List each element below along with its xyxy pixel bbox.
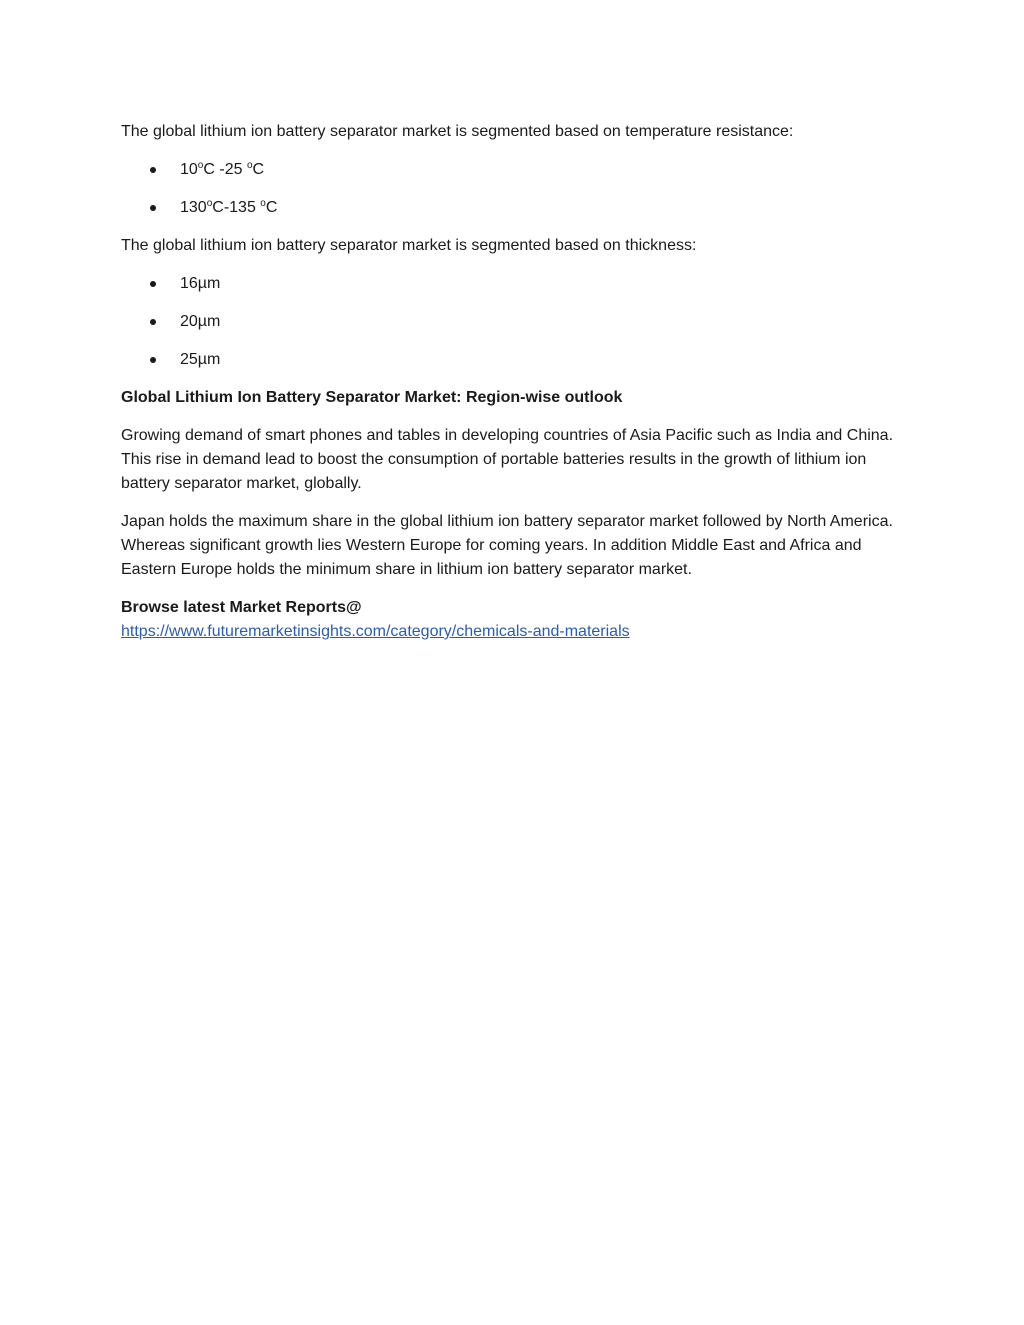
list-item: 25µm: [121, 348, 911, 372]
degree-symbol: o: [197, 160, 204, 171]
region-paragraph-1: Growing demand of smart phones and tables in developing countries of Asia Pacific such as India and China. This rise in demand lead to boost the consumption of portable batteries results in the growth of lithium ion battery separator market, globally.: [121, 427, 894, 492]
degree-symbol: o: [260, 198, 266, 209]
browse-section: [121, 596, 911, 644]
document-page: [121, 120, 911, 644]
degree-symbol: o: [206, 198, 213, 209]
bullet-icon: [150, 205, 156, 211]
region-heading: Global Lithium Ion Battery Separator Market: Region-wise outlook: [121, 389, 623, 406]
browse-label: Browse latest Market Reports@: [121, 599, 362, 616]
thickness-intro: The global lithium ion battery separator market is segmented based on thickness:: [121, 237, 697, 254]
bullet-icon: [150, 167, 156, 173]
thickness-list: [121, 272, 911, 372]
temperature-intro: The global lithium ion battery separator market is segmented based on temperature resistance:: [121, 123, 794, 140]
region-paragraph-2: Japan holds the maximum share in the global lithium ion battery separator market followed by North America. Whereas significant growth lies Western Europe for coming years. In addition Middle East and Africa and Eastern Europe holds the minimum share in lithium ion battery separator market.: [121, 513, 893, 578]
temperature-list: [121, 158, 911, 220]
reports-link[interactable]: https://www.futuremarketinsights.com/category/chemicals-and-materials: [121, 623, 630, 640]
bullet-icon: [150, 357, 156, 363]
list-item: 20µm: [121, 310, 911, 334]
bullet-icon: [150, 319, 156, 325]
list-item: 16µm: [121, 272, 911, 296]
bullet-icon: [150, 281, 156, 287]
list-item: 10$^o$C -25 $^o$C: [121, 158, 911, 182]
list-item: 130$^o$C-135 $^o$C: [121, 196, 911, 220]
degree-symbol: o: [246, 160, 253, 171]
